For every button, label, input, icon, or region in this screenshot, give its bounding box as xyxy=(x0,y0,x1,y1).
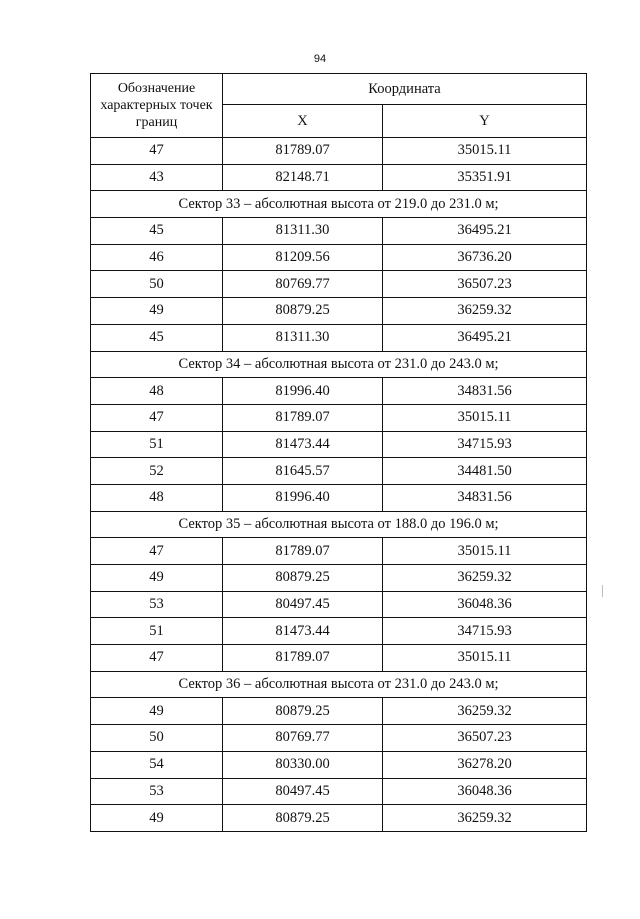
x-coordinate-cell: 81311.30 xyxy=(223,324,383,351)
y-coordinate-cell: 35015.11 xyxy=(383,538,587,565)
table-row xyxy=(91,725,587,752)
table-row xyxy=(91,618,587,645)
table-row xyxy=(91,164,587,191)
x-coordinate-cell: 80769.77 xyxy=(223,271,383,298)
scan-artifact xyxy=(602,585,603,597)
point-cell: 46 xyxy=(91,244,223,271)
table-row xyxy=(91,538,587,565)
sector-row xyxy=(91,191,587,218)
x-coordinate-cell: 80879.25 xyxy=(223,298,383,325)
x-coordinate-cell: 82148.71 xyxy=(223,164,383,191)
x-coordinate-cell: 81789.07 xyxy=(223,404,383,431)
y-coordinate-cell: 36495.21 xyxy=(383,218,587,245)
point-cell: 47 xyxy=(91,645,223,672)
point-cell: 45 xyxy=(91,218,223,245)
y-coordinate-cell: 36278.20 xyxy=(383,751,587,778)
y-coordinate-cell: 36507.23 xyxy=(383,725,587,752)
y-coordinate-cell: 34715.93 xyxy=(383,618,587,645)
sector-row xyxy=(91,351,587,378)
point-cell: 48 xyxy=(91,378,223,405)
sector-caption: Сектор 34 – абсолютная высота от 231.0 до 243.0 м; xyxy=(91,351,587,378)
point-cell: 49 xyxy=(91,698,223,725)
y-coordinate-cell: 36259.32 xyxy=(383,805,587,832)
point-cell: 45 xyxy=(91,324,223,351)
x-coordinate-cell: 80497.45 xyxy=(223,778,383,805)
x-coordinate-cell: 81311.30 xyxy=(223,218,383,245)
y-coordinate-cell: 36259.32 xyxy=(383,298,587,325)
table-row xyxy=(91,271,587,298)
y-column-header: Y xyxy=(383,105,587,138)
x-coordinate-cell: 81645.57 xyxy=(223,458,383,485)
table-row xyxy=(91,805,587,832)
table-row xyxy=(91,698,587,725)
point-cell: 51 xyxy=(91,431,223,458)
point-cell: 47 xyxy=(91,538,223,565)
point-cell: 50 xyxy=(91,271,223,298)
table-row xyxy=(91,751,587,778)
y-coordinate-cell: 36259.32 xyxy=(383,698,587,725)
y-coordinate-cell: 34715.93 xyxy=(383,431,587,458)
x-coordinate-cell: 81209.56 xyxy=(223,244,383,271)
table-row xyxy=(91,458,587,485)
y-coordinate-cell: 36736.20 xyxy=(383,244,587,271)
point-column-header: Обозначение характерных точек границ xyxy=(91,74,223,138)
y-coordinate-cell: 36048.36 xyxy=(383,591,587,618)
y-coordinate-cell: 36048.36 xyxy=(383,778,587,805)
x-coordinate-cell: 81789.07 xyxy=(223,538,383,565)
y-coordinate-cell: 36507.23 xyxy=(383,271,587,298)
table-row xyxy=(91,244,587,271)
sector-caption: Сектор 36 – абсолютная высота от 231.0 до 243.0 м; xyxy=(91,671,587,698)
sector-row xyxy=(91,511,587,538)
table-row xyxy=(91,431,587,458)
point-cell: 49 xyxy=(91,298,223,325)
point-cell: 49 xyxy=(91,805,223,832)
table-row xyxy=(91,378,587,405)
x-coordinate-cell: 81996.40 xyxy=(223,484,383,511)
point-cell: 43 xyxy=(91,164,223,191)
point-cell: 47 xyxy=(91,138,223,165)
point-cell: 51 xyxy=(91,618,223,645)
table-row xyxy=(91,565,587,592)
page-number: 94 xyxy=(313,53,327,65)
x-coordinate-cell: 81789.07 xyxy=(223,138,383,165)
x-coordinate-cell: 80879.25 xyxy=(223,805,383,832)
table-row xyxy=(91,404,587,431)
point-cell: 54 xyxy=(91,751,223,778)
point-cell: 49 xyxy=(91,565,223,592)
y-coordinate-cell: 35015.11 xyxy=(383,404,587,431)
y-coordinate-cell: 36495.21 xyxy=(383,324,587,351)
point-cell: 48 xyxy=(91,484,223,511)
table-row xyxy=(91,484,587,511)
x-coordinate-cell: 80879.25 xyxy=(223,565,383,592)
sector-caption: Сектор 33 – абсолютная высота от 219.0 до 231.0 м; xyxy=(91,191,587,218)
x-coordinate-cell: 80769.77 xyxy=(223,725,383,752)
table-row xyxy=(91,591,587,618)
point-cell: 53 xyxy=(91,591,223,618)
coordinate-column-header: Координата xyxy=(223,74,587,105)
coordinates-table xyxy=(90,73,587,832)
x-column-header: X xyxy=(223,105,383,138)
y-coordinate-cell: 34831.56 xyxy=(383,484,587,511)
sector-caption: Сектор 35 – абсолютная высота от 188.0 до 196.0 м; xyxy=(91,511,587,538)
table-row xyxy=(91,218,587,245)
table-row xyxy=(91,138,587,165)
x-coordinate-cell: 80330.00 xyxy=(223,751,383,778)
x-coordinate-cell: 81996.40 xyxy=(223,378,383,405)
table-body xyxy=(91,138,587,832)
y-coordinate-cell: 35015.11 xyxy=(383,645,587,672)
x-coordinate-cell: 80497.45 xyxy=(223,591,383,618)
x-coordinate-cell: 81473.44 xyxy=(223,618,383,645)
point-cell: 52 xyxy=(91,458,223,485)
table-row xyxy=(91,324,587,351)
y-coordinate-cell: 34481.50 xyxy=(383,458,587,485)
x-coordinate-cell: 80879.25 xyxy=(223,698,383,725)
table-row xyxy=(91,298,587,325)
table-row xyxy=(91,645,587,672)
x-coordinate-cell: 81473.44 xyxy=(223,431,383,458)
table-row xyxy=(91,778,587,805)
point-cell: 53 xyxy=(91,778,223,805)
y-coordinate-cell: 35351.91 xyxy=(383,164,587,191)
point-cell: 47 xyxy=(91,404,223,431)
y-coordinate-cell: 34831.56 xyxy=(383,378,587,405)
sector-row xyxy=(91,671,587,698)
x-coordinate-cell: 81789.07 xyxy=(223,645,383,672)
point-cell: 50 xyxy=(91,725,223,752)
y-coordinate-cell: 36259.32 xyxy=(383,565,587,592)
y-coordinate-cell: 35015.11 xyxy=(383,138,587,165)
